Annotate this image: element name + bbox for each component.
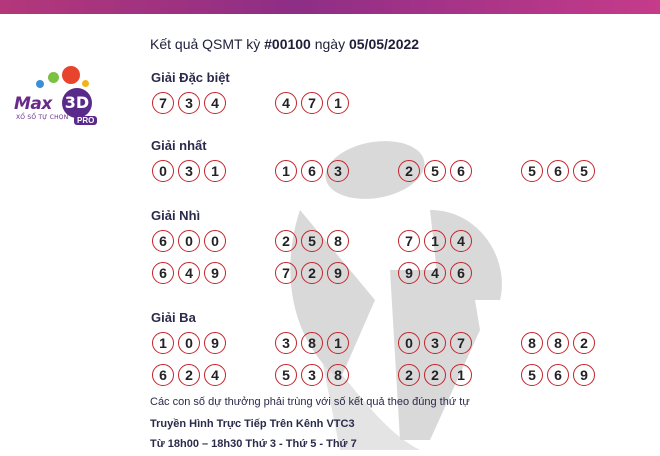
digit-ball: 4 (204, 364, 226, 386)
result-number-group (152, 262, 226, 284)
result-number-group (275, 262, 349, 284)
digit-ball: 3 (178, 160, 200, 182)
logo-pro-tag: PRO (74, 116, 97, 125)
digit-ball: 6 (547, 160, 569, 182)
result-number-group (152, 332, 226, 354)
draw-number: #00100 (264, 36, 311, 52)
digit-ball: 8 (301, 332, 323, 354)
digit-ball: 5 (521, 160, 543, 182)
digit-ball: 8 (327, 230, 349, 252)
draw-date: 05/05/2022 (348, 36, 420, 52)
result-number-group (275, 230, 349, 252)
digit-ball: 4 (450, 230, 472, 252)
digit-ball: 4 (204, 92, 226, 114)
result-number-group (521, 332, 595, 354)
rules-note: Các con số dự thưởng phải trùng với số kết quả theo đúng thứ tự (150, 396, 470, 408)
digit-ball: 1 (424, 230, 446, 252)
logo-ball-red (62, 66, 80, 84)
result-number-group (152, 364, 226, 386)
result-number-group (275, 364, 349, 386)
logo-ball-green (48, 72, 59, 83)
digit-ball: 6 (152, 364, 174, 386)
digit-ball: 5 (275, 364, 297, 386)
digit-ball: 3 (275, 332, 297, 354)
results-heading (150, 36, 419, 52)
digit-ball: 8 (521, 332, 543, 354)
digit-ball: 6 (301, 160, 323, 182)
digit-ball: 7 (301, 92, 323, 114)
prize-label: Giải Ba (151, 310, 196, 325)
digit-ball: 0 (152, 160, 174, 182)
digit-ball: 7 (450, 332, 472, 354)
digit-ball: 8 (327, 364, 349, 386)
digit-ball: 1 (327, 92, 349, 114)
logo-brand-text: Max (14, 94, 52, 114)
digit-ball: 1 (450, 364, 472, 386)
digit-ball: 9 (398, 262, 420, 284)
result-number-group (275, 332, 349, 354)
digit-ball: 9 (573, 364, 595, 386)
digit-ball: 5 (424, 160, 446, 182)
digit-ball: 4 (275, 92, 297, 114)
digit-ball: 6 (152, 230, 174, 252)
logo-ball-yellow (82, 80, 89, 87)
digit-ball: 2 (424, 364, 446, 386)
digit-ball: 7 (152, 92, 174, 114)
digit-ball: 2 (301, 262, 323, 284)
digit-ball: 1 (327, 332, 349, 354)
logo-3d-mark: 3D (62, 88, 92, 118)
digit-ball: 3 (327, 160, 349, 182)
result-number-group (521, 364, 595, 386)
result-number-group (152, 92, 226, 114)
digit-ball: 2 (398, 160, 420, 182)
digit-ball: 3 (424, 332, 446, 354)
result-number-group (398, 160, 472, 182)
result-number-group (521, 160, 595, 182)
prize-label: Giải Nhì (151, 208, 201, 223)
digit-ball: 0 (178, 332, 200, 354)
digit-ball: 2 (178, 364, 200, 386)
digit-ball: 2 (573, 332, 595, 354)
prize-label: Giải nhất (151, 138, 207, 153)
result-number-group (398, 230, 472, 252)
result-number-group (398, 364, 472, 386)
digit-ball: 1 (152, 332, 174, 354)
heading-date-prefix: ngày (310, 36, 349, 52)
result-number-group (152, 160, 226, 182)
digit-ball: 6 (152, 262, 174, 284)
digit-ball: 1 (204, 160, 226, 182)
digit-ball: 9 (327, 262, 349, 284)
heading-prefix: Kết quả QSMT kỳ (150, 36, 265, 52)
digit-ball: 9 (204, 332, 226, 354)
result-number-group (152, 230, 226, 252)
prize-label: Giải Đặc biệt (151, 70, 230, 85)
digit-ball: 6 (547, 364, 569, 386)
tv-channel-note: Truyền Hình Trực Tiếp Trên Kênh VTC3 (150, 418, 355, 430)
digit-ball: 3 (178, 92, 200, 114)
digit-ball: 5 (301, 230, 323, 252)
digit-ball: 9 (204, 262, 226, 284)
digit-ball: 7 (398, 230, 420, 252)
digit-ball: 1 (275, 160, 297, 182)
top-banner-bar (0, 0, 660, 14)
digit-ball: 8 (547, 332, 569, 354)
digit-ball: 3 (301, 364, 323, 386)
digit-ball: 6 (450, 262, 472, 284)
digit-ball: 7 (275, 262, 297, 284)
result-number-group (275, 92, 349, 114)
digit-ball: 4 (178, 262, 200, 284)
digit-ball: 0 (204, 230, 226, 252)
digit-ball: 0 (398, 332, 420, 354)
digit-ball: 6 (450, 160, 472, 182)
digit-ball: 5 (521, 364, 543, 386)
digit-ball: 0 (178, 230, 200, 252)
result-number-group (275, 160, 349, 182)
draw-schedule: Từ 18h00 – 18h30 Thứ 3 - Thứ 5 - Thứ 7 (150, 438, 357, 450)
digit-ball: 4 (424, 262, 446, 284)
logo-ball-blue (36, 80, 44, 88)
result-number-group (398, 332, 472, 354)
logo-tagline: XỔ SỐ TỰ CHỌN (16, 114, 69, 121)
result-number-group (398, 262, 472, 284)
digit-ball: 5 (573, 160, 595, 182)
digit-ball: 2 (398, 364, 420, 386)
digit-ball: 2 (275, 230, 297, 252)
